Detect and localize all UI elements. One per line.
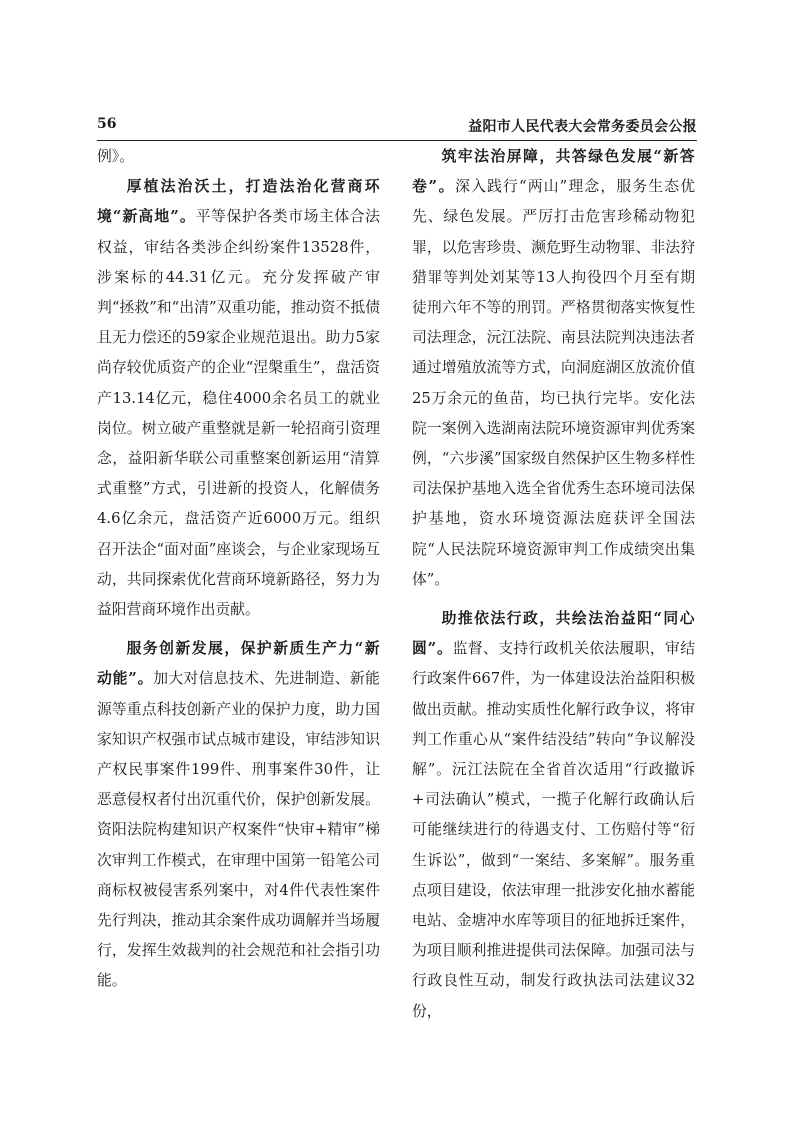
- paragraph-text: 深入践行“两山”理念，服务生态优先、绿色发展。严厉打击危害珍稀动物犯罪，以危害珍贵、濒危野生动物罪、非法狩猎罪等判处刘某等13人拘役四个月至有期徒刑六年不等的刑罚。严格贯彻落实恢复性司法理念，沅江法院、南县法院判决违法者通过增殖放流等方式，向洞庭湖区放流价值25万余元的鱼苗，均已执行完毕。安化法院一案例入选湖南法院环境资源审判优秀案例，“六步溪”国家级自然保护区生物多样性司法保护基地入选全省优秀生态环境司法保护基地，资水环境资源法庭获评全国法院“人民法院环境资源审判工作成绩突出集体”。: [412, 178, 695, 588]
- paragraph-lead: 服务创新发展，保护新质生产力“新动能”。: [97, 640, 380, 688]
- paragraph-text: 监督、支持行政机关依法履职，审结行政案件667件，为一体建设法治益阳积极做出贡献。推动实质性化解行政争议，将审判工作重心从“案件结没结”转向“争议解没解”。沅江法院在全省首次适用“行政撤诉+司法确认”模式，一揽子化解行政确认后可能继续进行的待遇支付、工伤赔付等“衍生诉讼”，做到“一案结、多案解”。服务重点项目建设，依法审理一批涉安化抽水蓄能电站、金塘冲水库等项目的征地拆迁案件，为项目顺利推进提供司法保障。加强司法与行政良性互动，制发行政执法司法建议32份，: [412, 640, 695, 1020]
- left-column: [97, 142, 380, 997]
- page-header: [97, 116, 697, 136]
- paragraph-innovation: [97, 634, 380, 996]
- paragraph-green-development: [412, 142, 695, 595]
- paragraph-lead: 助推依法行政，共绘法治益阳“同心圆”。: [412, 610, 695, 658]
- paragraph-continuation: [97, 142, 380, 172]
- paragraph-lead: 筑牢法治屏障，共答绿色发展“新答卷”。: [412, 148, 695, 196]
- paragraph-text: 平等保护各类市场主体合法权益，审结各类涉企纠纷案件13528件，涉案标的44.31亿元。充分发挥破产审判“拯救”和“出清”双重功能，推动资不抵债且无力偿还的59家企业规范退出。助力5家尚存较优质资产的企业“涅槃重生”，盘活资产13.14亿元，稳住4000余名员工的就业岗位。树立破产重整就是新一轮招商引资理念，益阳新华联公司重整案创新运用“清算式重整”方式，引进新的投资人，化解债务4.6亿余元，盘活资产近6000万元。组织召开法企“面对面”座谈会，与企业家现场互动，共同探索优化营商环境新路径，努力为益阳营商环境作出贡献。: [97, 208, 380, 619]
- paragraph-business-environment: [97, 172, 380, 625]
- paragraph-lead: 厚植法治沃土，打造法治化营商环境“新高地”。: [97, 178, 380, 226]
- page-number: 56: [97, 116, 117, 132]
- paragraph-text: 加大对信息技术、先进制造、新能源等重点科技创新产业的保护力度，助力国家知识产权强市试点城市建设，审结涉知识产权民事案件199件、刑事案件30件，让恶意侵权者付出沉重代价，保护创新发展。资阳法院构建知识产权案件“快审+精审”梯次审判工作模式，在审理中国第一铅笔公司商标权被侵害系列案中，对4件代表性案件先行判决，推动其余案件成功调解并当场履行，发挥生效裁判的社会规范和社会指引功能。: [97, 670, 380, 990]
- right-column: [412, 142, 695, 1027]
- paragraph-text: 例》。: [97, 148, 134, 165]
- running-title: 益阳市人民代表大会常务委员会公报: [468, 119, 697, 135]
- paragraph-administration: [412, 604, 695, 1027]
- header-rule: [97, 140, 697, 141]
